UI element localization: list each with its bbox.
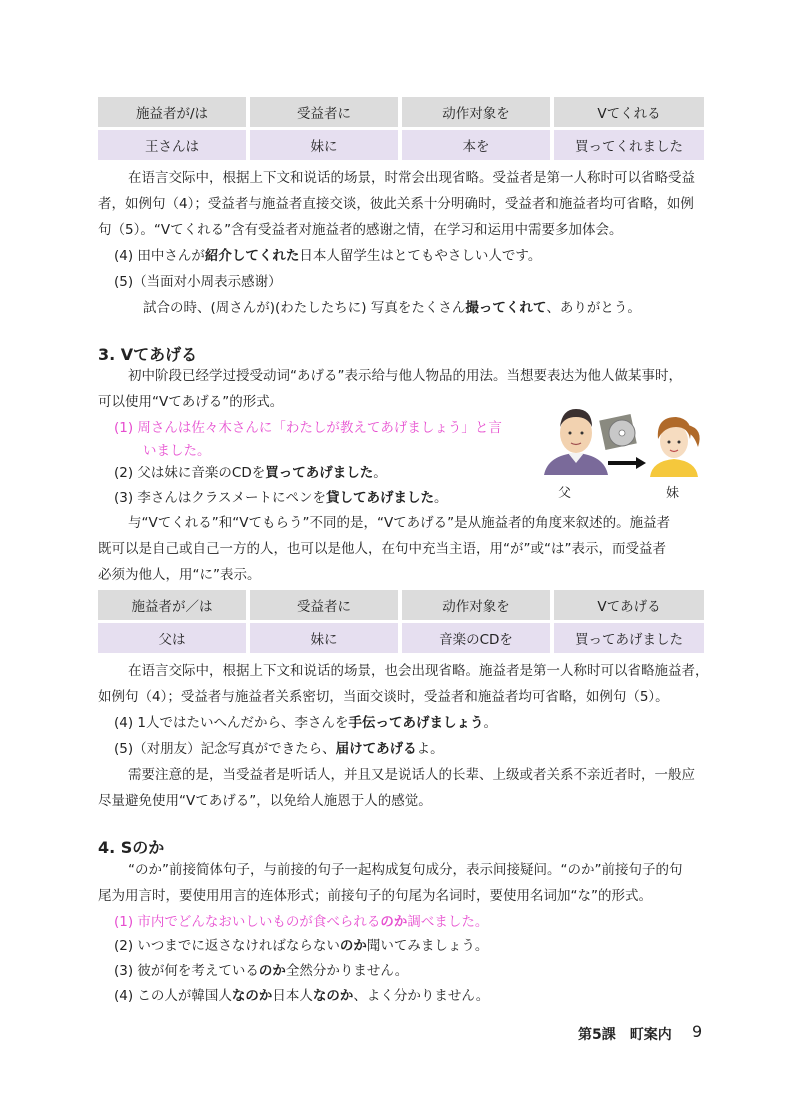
- table-header-cell: Vてくれる: [552, 97, 704, 129]
- table-cell: 父は: [98, 622, 248, 654]
- paragraph-line: 者，如例句（4）；受益者与施益者直接交谈，彼此关系十分明确时，受益者和施益者均可省略，如例: [98, 196, 694, 212]
- table-cell: 買ってあげました: [552, 622, 704, 654]
- cd-icon: [599, 414, 637, 450]
- table-header-cell: 动作对象を: [400, 590, 552, 622]
- table-cell: 王さんは: [98, 129, 248, 161]
- table-cell: 妹に: [248, 129, 400, 161]
- sister-figure: [650, 417, 700, 477]
- table-cell: 妹に: [248, 622, 400, 654]
- table-header-cell: 动作对象を: [400, 97, 552, 129]
- table-header-cell: 施益者が／は: [98, 590, 248, 622]
- table-header-row: [98, 590, 704, 622]
- paragraph-line: 如例句（4）；受益者与施益者关系密切，当面交谈时，受益者和施益者均可省略，如例句（5）。: [98, 689, 669, 705]
- table-header-cell: 施益者が/は: [98, 97, 248, 129]
- example-sentence: (3) 彼が何を考えているのか全然分かりません。: [114, 963, 409, 979]
- table-header-cell: Vてあげる: [552, 590, 704, 622]
- paragraph-line: 既可以是自己或自己一方的人，也可以是他人，在句中充当主语，用“が”或“は”表示，而受益者: [98, 541, 666, 557]
- grammar-table-kureru: [98, 97, 704, 160]
- highlighted-example: (1) 周さんは佐々木さんに「わたしが教えてあげましょう」と言: [114, 420, 502, 436]
- example-sentence: (2) 父は妹に音楽のCDを買ってあげました。: [114, 465, 387, 481]
- example-sentence: (3) 李さんはクラスメートにペンを貸してあげました。: [114, 490, 448, 506]
- example-sentence: (4) 田中さんが紹介してくれた日本人留学生はとてもやさしい人です。: [114, 248, 542, 264]
- example-sentence: 試合の時、(周さんが)(わたしたちに) 写真をたくさん撮ってくれて、ありがとう。: [143, 300, 641, 316]
- paragraph-line: 句（5）。“Vてくれる”含有受益者对施益者的感谢之情，在学习和运用中需要多加体会。: [98, 222, 623, 238]
- paragraph-line: 与“Vてくれる”和“Vてもらう”不同的是，“Vてあげる”是从施益者的角度来叙述的。施益者: [128, 515, 671, 531]
- table-header-cell: 受益者に: [248, 590, 400, 622]
- example-sentence: (4) この人が韓国人なのか日本人なのか、よく分かりません。: [114, 988, 490, 1004]
- table-header-cell: 受益者に: [248, 97, 400, 129]
- paragraph-line: 可以使用“Vてあげる”的形式。: [98, 394, 284, 410]
- section-title: 3. Vてあげる: [98, 345, 198, 364]
- footer-lesson-title: 第5課 町案内: [578, 1027, 672, 1043]
- paragraph-line: “のか”前接简体句子，与前接的句子一起构成复句成分，表示间接疑问。“のか”前接句子的句: [128, 862, 683, 878]
- paragraph-line: 需要注意的是，当受益者是听话人，并且又是说话人的长辈、上级或者关系不亲近者时，一般应: [128, 767, 695, 783]
- example-sentence: (4) 1人ではたいへんだから、李さんを手伝ってあげましょう。: [114, 715, 498, 731]
- paragraph-line: 必须为他人，用“に”表示。: [98, 567, 261, 583]
- table-cell: 本を: [400, 129, 552, 161]
- paragraph-line: 在语言交际中，根据上下文和说话的场景，也会出现省略。施益者是第一人称时可以省略施益者，: [128, 663, 709, 679]
- section-title: 4. Sのか: [98, 838, 165, 857]
- illustration-father-gives-cd: [538, 395, 708, 505]
- paragraph-line: 尾为用言时，要使用用言的连体形式；前接句子的句尾为名词时，要使用名词加“な”的形式。: [98, 888, 652, 904]
- table-row: [98, 129, 704, 161]
- figure-label-father: 父: [558, 486, 572, 501]
- highlighted-example: いました。: [143, 443, 211, 459]
- example-sentence: (5)（对朋友）記念写真ができたら、届けてあげるよ。: [114, 741, 444, 757]
- figure-label-sister: 妹: [666, 486, 680, 501]
- table-header-row: [98, 97, 704, 129]
- example-sentence: (2) いつまでに返さなければならないのか聞いてみましょう。: [114, 938, 489, 954]
- page-number: 9: [692, 1022, 703, 1041]
- grammar-table-ageru: [98, 590, 704, 653]
- table-cell: 買ってくれました: [552, 129, 704, 161]
- table-cell: 音楽のCDを: [400, 622, 552, 654]
- arrow-right-icon: [608, 457, 646, 469]
- paragraph-line: 初中阶段已经学过授受动词“あげる”表示给与他人物品的用法。当想要表达为他人做某事时，: [128, 368, 682, 384]
- table-row: [98, 622, 704, 654]
- paragraph-line: 在语言交际中，根据上下文和说话的场景，时常会出现省略。受益者是第一人称时可以省略受益: [128, 170, 695, 186]
- paragraph-line: 尽量避免使用“Vてあげる”，以免给人施恩于人的感觉。: [98, 793, 432, 809]
- example-note: (5)（当面对小周表示感谢）: [114, 274, 282, 290]
- father-figure: [544, 409, 608, 475]
- highlighted-example: (1) 市内でどんなおいしいものが食べられるのか調べました。: [114, 914, 489, 930]
